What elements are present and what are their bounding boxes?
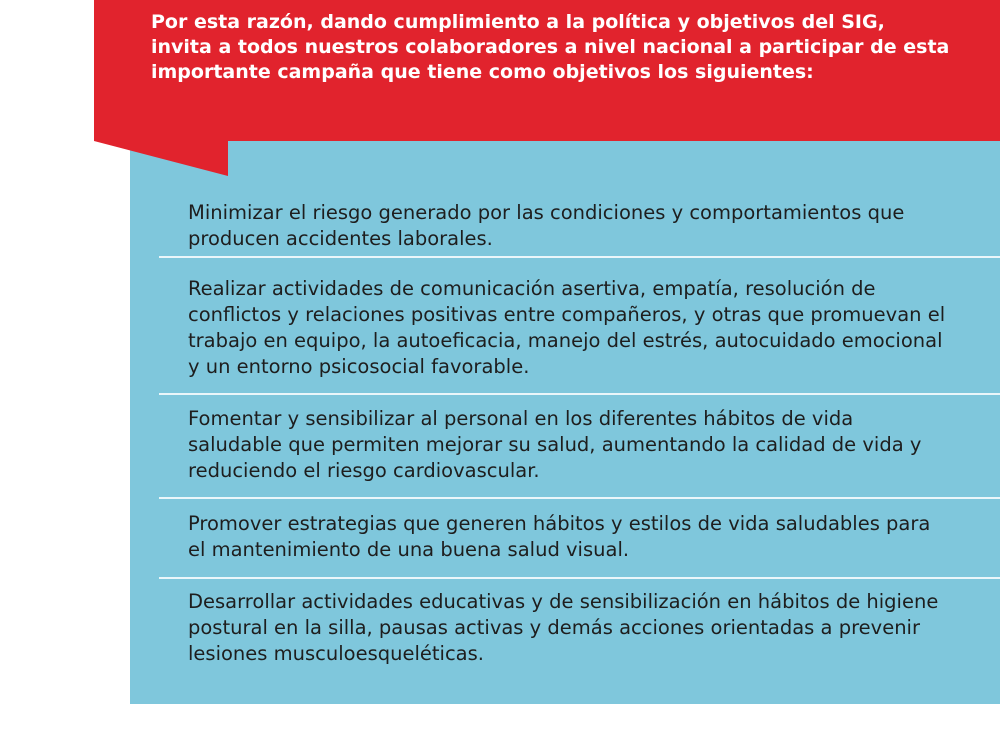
objective-divider [159,256,1000,258]
objective-psychosocial: Realizar actividades de comunicación asertiva, empatía, resolución de conflictos y relaciones positivas entre compañeros, y otras que promuevan el trabajo en equipo, la autoeficacia, manejo del estrés, autocuidado emocional y un entorno psicosocial favorable. [188,277,946,378]
objective-divider [159,577,1000,579]
intro-text: Por esta razón, dando cumplimiento a la política y objetivos del SIG, invita a todos nuestros colaboradores a nivel nacional a participar de esta importante campaña que tiene como objetivos los siguientes: [151,11,950,83]
objective-accident-risk: Minimizar el riesgo generado por las condiciones y comportamientos que producen accidentes laborales. [188,201,905,250]
objective-divider [159,393,1000,395]
objective-postural-hygiene: Desarrollar actividades educativas y de sensibilización en hábitos de higiene postural en la silla, pausas activas y demás acciones orientadas a prevenir lesiones musculoesqueléticas. [188,590,939,665]
objective-healthy-habits: Fomentar y sensibilizar al personal en los diferentes hábitos de vida saludable que permiten mejorar su salud, aumentando la calidad de vida y reduciendo el riesgo cardiovascular. [188,407,922,482]
objective-divider [159,497,1000,499]
objective-visual-health: Promover estrategias que generen hábitos y estilos de vida saludables para el mantenimiento de una buena salud visual. [188,512,931,561]
